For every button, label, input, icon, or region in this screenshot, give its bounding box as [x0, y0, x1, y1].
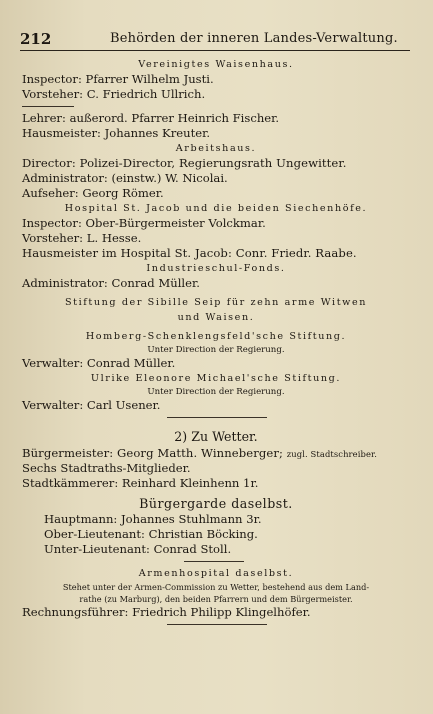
- mayor-note: zugl. Stadtschreiber.: [286, 449, 377, 459]
- entry-line: [22, 446, 410, 461]
- entry-line: Unter-Lieutenant: Conrad Stoll.: [44, 542, 232, 556]
- running-title: Behörden der inneren Landes-Verwaltung.: [110, 31, 398, 46]
- entry-line: Hauptmann: Johannes Stuhlmann 3r.: [44, 512, 262, 526]
- entry-line: Inspector: Ober-Bürgermeister Volckmar.: [22, 216, 266, 230]
- entry-line: Lehrer: außerord. Pfarrer Heinrich Fischer.: [22, 111, 280, 125]
- mayor-text: Bürgermeister: Georg Matth. Winneberger;: [22, 446, 283, 460]
- section-heading-seip: Stiftung der Sibille Seip für zehn arme Witwen: [64, 297, 368, 308]
- section-heading-arbeitshaus: Arbeitshaus.: [175, 143, 257, 154]
- entry-line: Sechs Stadtraths-Mitglieder.: [22, 461, 191, 475]
- entry-line: Verwalter: Conrad Müller.: [22, 356, 176, 370]
- entry-line: Stadtkämmerer: Reinhard Kleinhenn 1r.: [22, 476, 259, 490]
- divider: [167, 624, 267, 625]
- entry-line: Hausmeister: Johannes Kreuter.: [22, 126, 211, 140]
- section-heading-wetter: 2) Zu Wetter.: [174, 429, 258, 444]
- section-heading-hospital: Hospital St. Jacob und die beiden Siechenhöfe.: [64, 203, 368, 214]
- section-heading-armenhospital: Armenhospital daselbst.: [138, 568, 294, 579]
- entry-line: Rechnungsführer: Friedrich Philipp Klingelhöfer.: [22, 605, 311, 619]
- section-heading-michael: Ulrike Eleonore Michael'sche Stiftung.: [90, 373, 342, 384]
- commission-note-cont: rathe (zu Marburg), den beiden Pfarrern und dem Bürgermeister.: [79, 594, 353, 604]
- entry-line: Inspector: Pfarrer Wilhelm Justi.: [22, 72, 214, 86]
- entry-line: Verwalter: Carl Usener.: [22, 398, 161, 412]
- entry-line: Administrator: (einstw.) W. Nicolai.: [22, 171, 228, 185]
- section-heading-homberg: Homberg-Schenklengsfeld'sche Stiftung.: [85, 331, 347, 342]
- section-heading-seip-cont: und Waisen.: [177, 312, 255, 323]
- entry-line: Director: Polizei-Director, Regierungsrath Ungewitter.: [22, 156, 347, 170]
- entry-line: Vorsteher: L. Hesse.: [22, 231, 142, 245]
- entry-line: Hausmeister im Hospital St. Jacob: Conr. Friedr. Raabe.: [22, 246, 357, 260]
- page-number: 212: [20, 30, 52, 48]
- entry-line: Aufseher: Georg Römer.: [22, 186, 164, 200]
- section-heading-buergergarde: Bürgergarde daselbst.: [139, 496, 293, 511]
- section-heading-waisenhaus: Vereinigtes Waisenhaus.: [138, 59, 294, 70]
- entry-line: Vorsteher: C. Friedrich Ullrich.: [22, 87, 206, 101]
- section-heading-industrie: Industrieschul-Fonds.: [146, 263, 286, 274]
- commission-note: Stehet unter der Armen-Commission zu Wetter, bestehend aus dem Land-: [62, 582, 370, 592]
- page-header: [20, 30, 410, 51]
- direction-note: Unter Direction der Regierung.: [147, 345, 285, 355]
- direction-note: Unter Direction der Regierung.: [147, 387, 285, 397]
- entry-line: Administrator: Conrad Müller.: [22, 276, 200, 290]
- page-body: [22, 57, 410, 625]
- entry-line: Ober-Lieutenant: Christian Böcking.: [44, 527, 258, 541]
